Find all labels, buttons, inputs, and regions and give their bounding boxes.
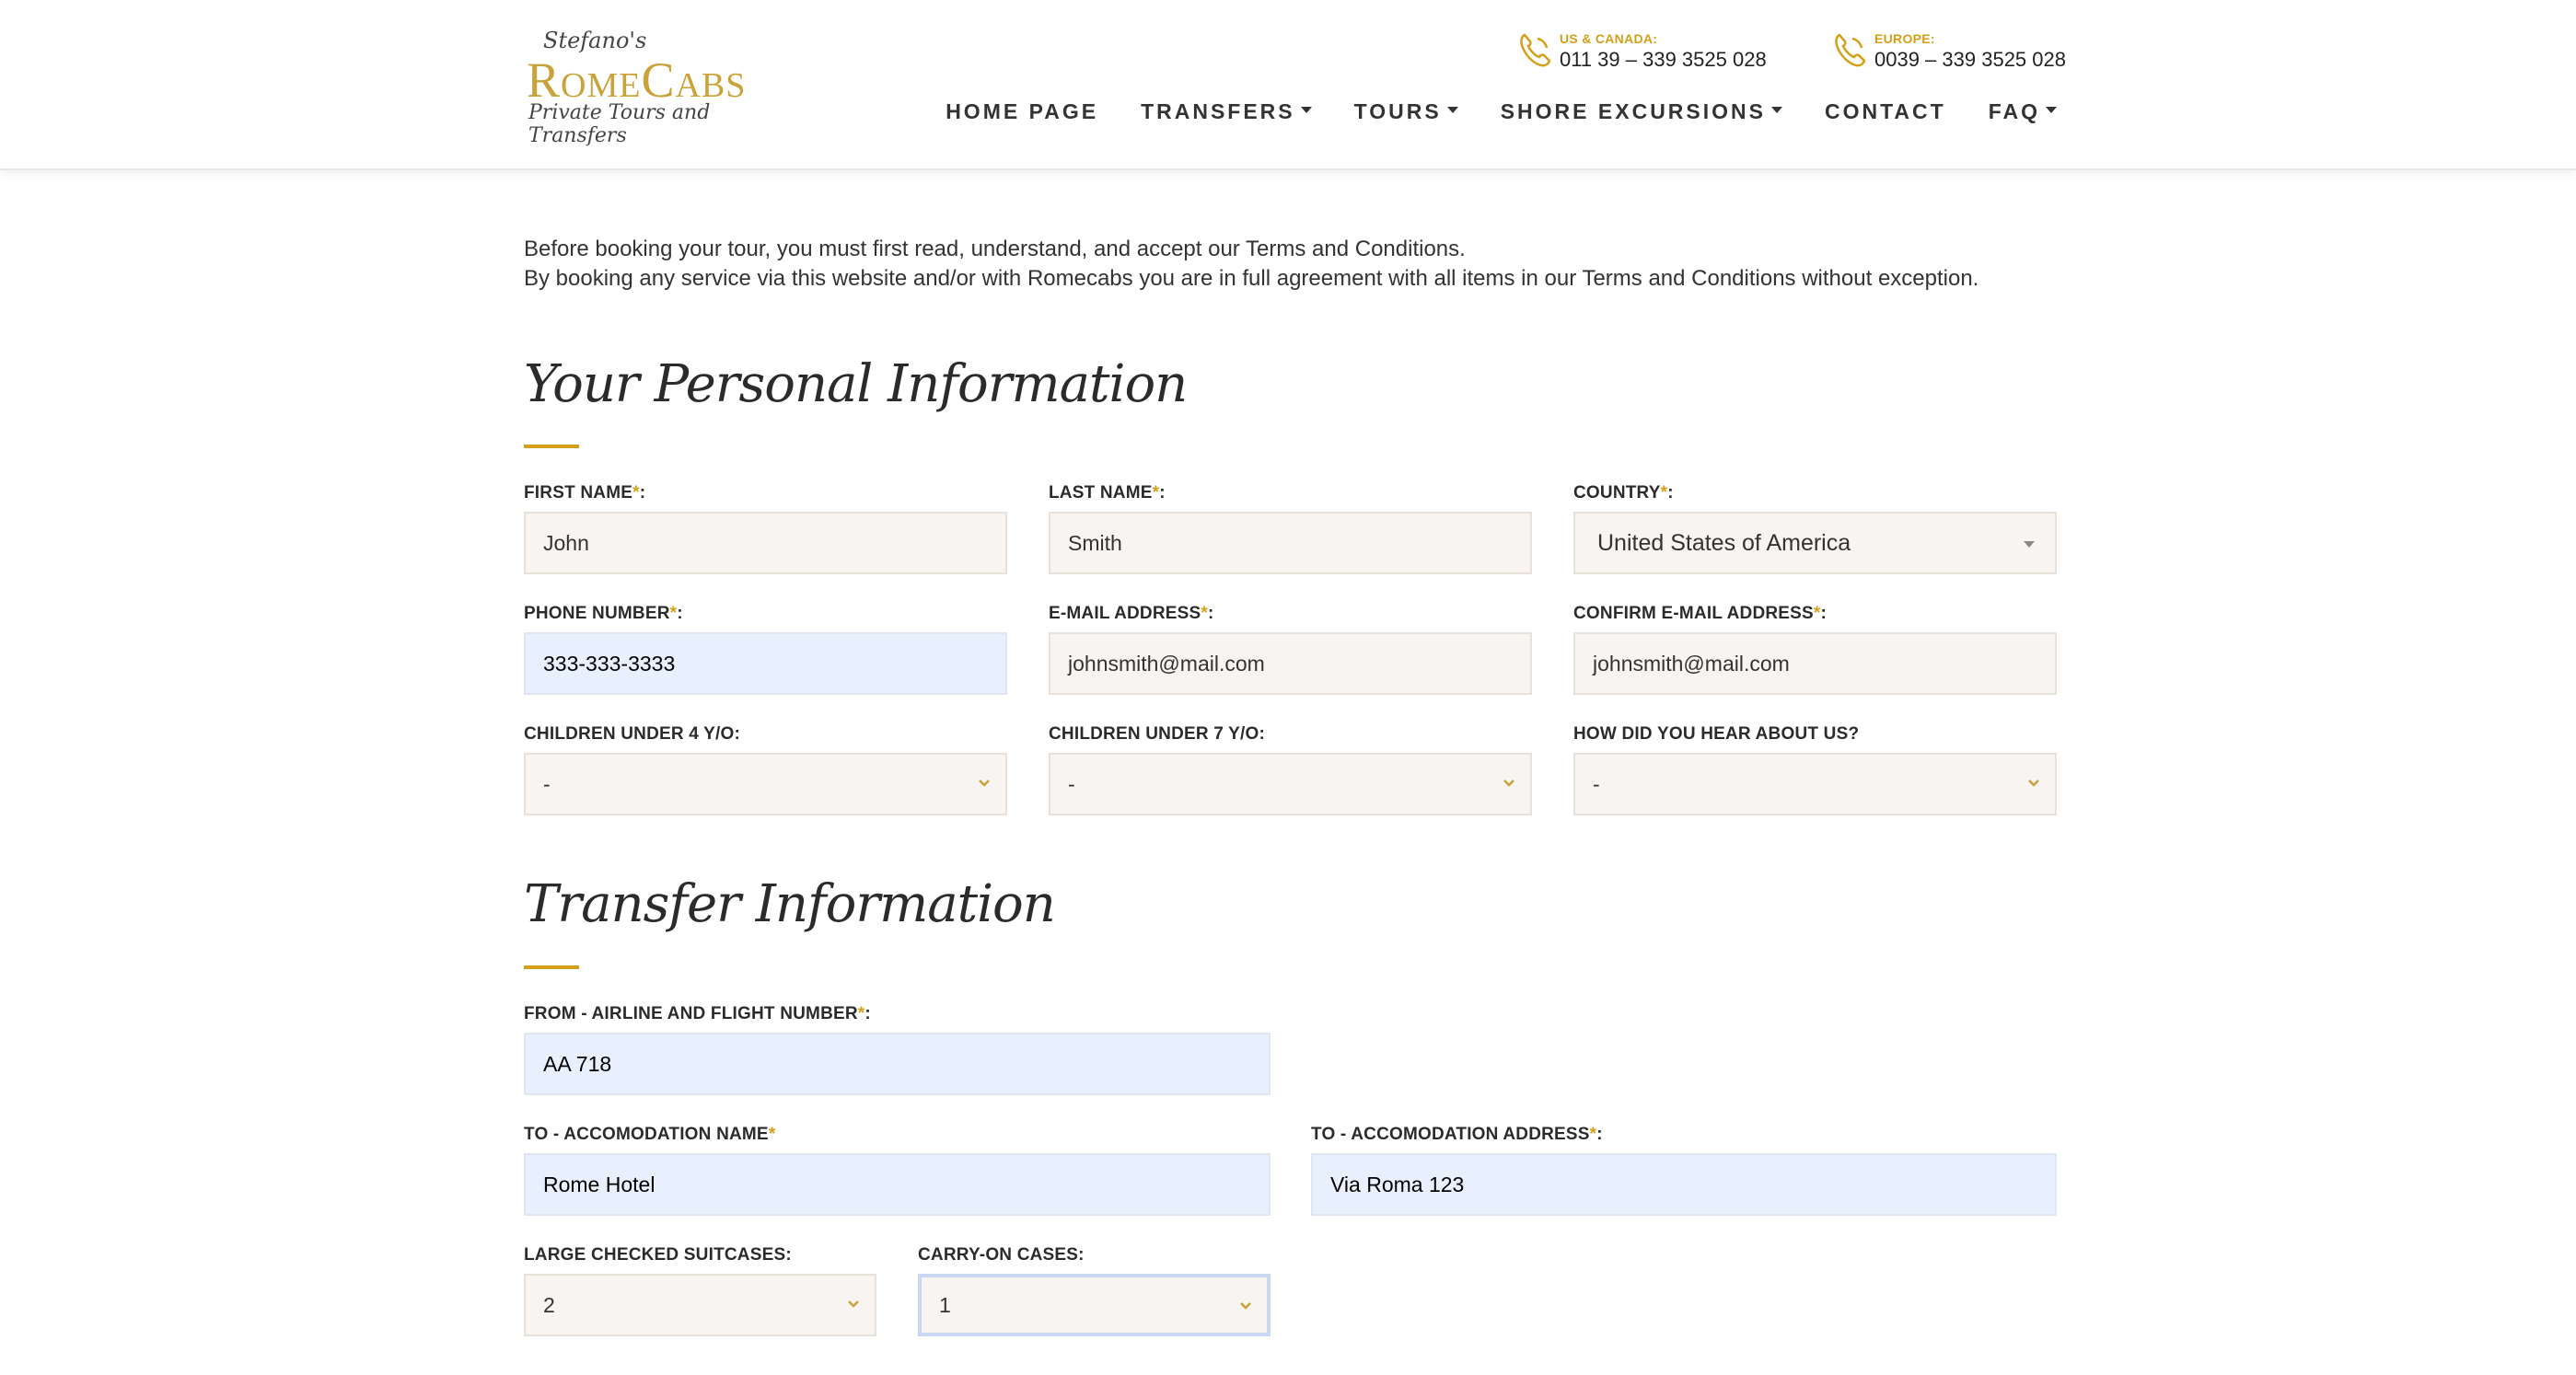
caret-down-icon: [1771, 107, 1782, 113]
email-label: E-MAIL ADDRESS*:: [1049, 604, 1214, 623]
country-value: United States of America: [1597, 529, 1851, 556]
accomodation-address-label: TO - ACCOMODATION ADDRESS*:: [1311, 1125, 1603, 1144]
large-suitcases-label: LARGE CHECKED SUITCASES:: [524, 1245, 792, 1265]
chevron-down-icon: [1239, 1300, 1252, 1312]
children-under-7-value: -: [1068, 771, 1075, 796]
romecabs-logo[interactable]: [523, 28, 772, 147]
phone-us-number[interactable]: 011 39 – 339 3525 028: [1560, 48, 1767, 71]
logo-small-name: Stefano's: [543, 28, 647, 53]
title-underline: [524, 965, 579, 969]
how-did-you-hear-select[interactable]: [1573, 753, 2057, 815]
children-under-4-value: -: [543, 771, 551, 796]
accomodation-address-field[interactable]: [1311, 1153, 2057, 1216]
children-under-4-label: CHILDREN UNDER 4 Y/O:: [524, 724, 741, 744]
terms-notice: [524, 235, 1978, 294]
chevron-down-icon: [2027, 777, 2040, 790]
personal-info-title: Your Personal Information: [524, 354, 1188, 414]
email-field[interactable]: [1049, 632, 1532, 695]
nav-shore-excursions[interactable]: [1501, 99, 1782, 124]
email-value: johnsmith@mail.com: [1068, 651, 1265, 676]
flight-number-field[interactable]: [524, 1033, 1271, 1095]
caret-down-icon: [1301, 107, 1312, 113]
nav-tours[interactable]: [1354, 99, 1458, 124]
nav-faq-label: FAQ: [1988, 99, 2040, 123]
first-name-label: FIRST NAME*:: [524, 483, 646, 503]
phone-us-canada[interactable]: [1517, 29, 1775, 75]
carry-on-cases-value: 1: [939, 1292, 951, 1317]
caret-down-icon: [1447, 107, 1458, 113]
chevron-down-icon: [978, 777, 991, 790]
accomodation-name-field[interactable]: [524, 1153, 1271, 1216]
accomodation-name-value: Rome Hotel: [543, 1172, 656, 1196]
chevron-down-icon: [1503, 777, 1515, 790]
main-nav: [903, 99, 2057, 124]
last-name-label: LAST NAME*:: [1049, 483, 1166, 503]
accomodation-name-label: TO - ACCOMODATION NAME*: [524, 1125, 776, 1144]
first-name-value: John: [543, 530, 589, 555]
caret-down-icon: [2046, 107, 2057, 113]
how-did-you-hear-value: -: [1593, 771, 1600, 796]
nav-contact[interactable]: [1825, 99, 1946, 124]
phone-number-value: 333-333-3333: [543, 651, 676, 676]
terms-notice-line1: Before booking your tour, you must first read, understand, and accept our Terms and Conditions.: [524, 237, 1466, 261]
country-label: COUNTRY*:: [1573, 483, 1674, 503]
nav-transfers[interactable]: [1141, 99, 1312, 124]
phone-europe-label: EUROPE:: [1874, 31, 1935, 46]
phone-number-label: PHONE NUMBER*:: [524, 604, 683, 623]
carry-on-cases-select[interactable]: [918, 1274, 1271, 1336]
children-under-7-label: CHILDREN UNDER 7 Y/O:: [1049, 724, 1266, 744]
chevron-down-icon: [847, 1298, 860, 1311]
country-select[interactable]: [1573, 512, 2057, 574]
carry-on-cases-label: CARRY-ON CASES:: [918, 1245, 1085, 1265]
large-suitcases-value: 2: [543, 1292, 555, 1317]
nav-shore-excursions-label: SHORE EXCURSIONS: [1500, 99, 1766, 123]
last-name-value: Smith: [1068, 530, 1122, 555]
first-name-field[interactable]: [524, 512, 1007, 574]
confirm-email-label: CONFIRM E-MAIL ADDRESS*:: [1573, 604, 1828, 623]
phone-europe[interactable]: [1832, 29, 2066, 75]
phone-europe-number[interactable]: 0039 – 339 3525 028: [1874, 48, 2066, 71]
terms-notice-line2: By booking any service via this website and/or with Romecabs you are in full agreement with all items in our Terms and Conditions without exception.: [524, 266, 1979, 291]
nav-tours-label: TOURS: [1353, 99, 1442, 123]
nav-home-page[interactable]: [946, 99, 1098, 124]
phone-number-field[interactable]: [524, 632, 1007, 695]
phone-handset-icon: [1517, 31, 1554, 68]
nav-home-page-label: HOME PAGE: [946, 99, 1099, 123]
children-under-4-select[interactable]: [524, 753, 1007, 815]
caret-down-icon: [2024, 541, 2035, 548]
title-underline: [524, 445, 579, 448]
logo-brand: RomeCabs: [527, 52, 747, 108]
nav-transfers-label: TRANSFERS: [1141, 99, 1295, 123]
transfer-info-title: Transfer Information: [524, 874, 1055, 934]
site-header: [0, 0, 2576, 170]
phone-us-label: US & CANADA:: [1560, 31, 1658, 46]
flight-number-value: AA 718: [543, 1051, 612, 1076]
large-suitcases-select[interactable]: [524, 1274, 876, 1336]
logo-tagline: Private Tours and Transfers: [528, 101, 711, 147]
confirm-email-value: johnsmith@mail.com: [1593, 651, 1790, 676]
accomodation-address-value: Via Roma 123: [1330, 1172, 1465, 1196]
children-under-7-select[interactable]: [1049, 753, 1532, 815]
nav-contact-label: CONTACT: [1824, 99, 1946, 123]
last-name-field[interactable]: [1049, 512, 1532, 574]
flight-number-label: FROM - AIRLINE AND FLIGHT NUMBER*:: [524, 1004, 871, 1023]
how-did-you-hear-label: HOW DID YOU HEAR ABOUT US?: [1573, 724, 1860, 744]
phone-handset-icon: [1832, 31, 1869, 68]
nav-faq[interactable]: [1989, 99, 2057, 124]
confirm-email-field[interactable]: [1573, 632, 2057, 695]
